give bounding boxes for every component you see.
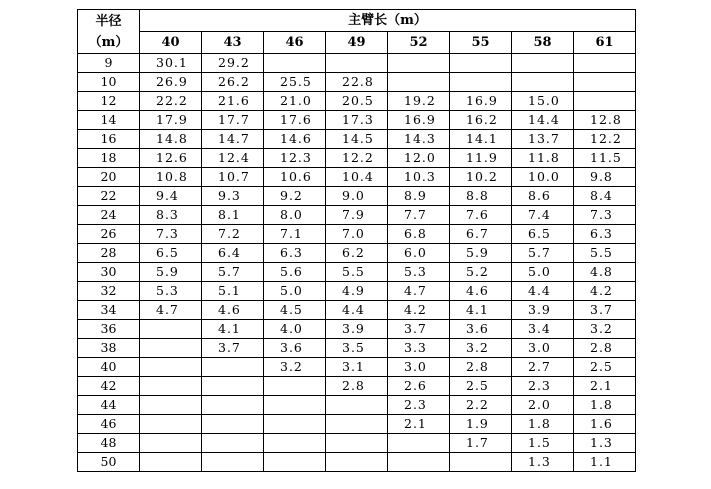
capacity-cell: 5.9 <box>450 244 512 263</box>
capacity-cell <box>140 415 202 434</box>
capacity-cell: 21.6 <box>202 92 264 111</box>
capacity-cell: 1.9 <box>450 415 512 434</box>
capacity-cell: 7.3 <box>140 225 202 244</box>
capacity-cell: 7.4 <box>512 206 574 225</box>
capacity-cell: 3.2 <box>450 339 512 358</box>
radius-cell: 22 <box>78 187 140 206</box>
capacity-cell: 10.8 <box>140 168 202 187</box>
capacity-cell: 6.3 <box>574 225 636 244</box>
capacity-cell <box>140 339 202 358</box>
capacity-cell: 17.7 <box>202 111 264 130</box>
radius-cell: 16 <box>78 130 140 149</box>
load-chart-table <box>77 9 636 472</box>
capacity-cell <box>202 434 264 453</box>
capacity-cell: 12.0 <box>388 149 450 168</box>
capacity-cell: 7.0 <box>326 225 388 244</box>
capacity-cell: 8.1 <box>202 206 264 225</box>
capacity-cell: 10.2 <box>450 168 512 187</box>
capacity-cell <box>512 54 574 73</box>
capacity-cell: 4.1 <box>202 320 264 339</box>
capacity-cell: 8.4 <box>574 187 636 206</box>
table-row <box>78 415 636 434</box>
capacity-cell: 3.7 <box>388 320 450 339</box>
capacity-cell: 12.2 <box>326 149 388 168</box>
capacity-cell: 6.2 <box>326 244 388 263</box>
capacity-cell <box>326 415 388 434</box>
boom-length-52: 52 <box>388 32 450 54</box>
capacity-cell: 1.7 <box>450 434 512 453</box>
table-row <box>78 92 636 111</box>
boom-length-61: 61 <box>574 32 636 54</box>
table-row <box>78 54 636 73</box>
capacity-cell: 4.7 <box>388 282 450 301</box>
capacity-cell: 17.6 <box>264 111 326 130</box>
radius-cell: 14 <box>78 111 140 130</box>
radius-cell: 9 <box>78 54 140 73</box>
capacity-cell <box>574 92 636 111</box>
capacity-cell: 9.3 <box>202 187 264 206</box>
capacity-cell: 16.9 <box>388 111 450 130</box>
boom-length-46: 46 <box>264 32 326 54</box>
radius-cell: 46 <box>78 415 140 434</box>
capacity-cell: 22.8 <box>326 73 388 92</box>
capacity-cell: 22.2 <box>140 92 202 111</box>
radius-cell: 32 <box>78 282 140 301</box>
capacity-cell <box>264 54 326 73</box>
radius-cell: 42 <box>78 377 140 396</box>
capacity-cell: 8.9 <box>388 187 450 206</box>
capacity-cell: 14.3 <box>388 130 450 149</box>
radius-cell: 40 <box>78 358 140 377</box>
capacity-cell: 7.9 <box>326 206 388 225</box>
capacity-cell <box>202 358 264 377</box>
boom-length-58: 58 <box>512 32 574 54</box>
capacity-cell <box>450 73 512 92</box>
table-row <box>78 168 636 187</box>
capacity-cell: 9.2 <box>264 187 326 206</box>
capacity-cell: 5.0 <box>512 263 574 282</box>
capacity-cell: 29.2 <box>202 54 264 73</box>
capacity-cell: 15.0 <box>512 92 574 111</box>
capacity-cell <box>202 377 264 396</box>
capacity-cell: 6.7 <box>450 225 512 244</box>
capacity-cell <box>140 358 202 377</box>
capacity-cell: 7.1 <box>264 225 326 244</box>
capacity-cell: 12.3 <box>264 149 326 168</box>
capacity-cell: 9.8 <box>574 168 636 187</box>
capacity-cell: 10.3 <box>388 168 450 187</box>
capacity-cell: 3.1 <box>326 358 388 377</box>
capacity-cell: 4.2 <box>574 282 636 301</box>
table-row <box>78 282 636 301</box>
capacity-cell: 12.8 <box>574 111 636 130</box>
radius-cell: 18 <box>78 149 140 168</box>
capacity-cell: 8.3 <box>140 206 202 225</box>
capacity-cell: 11.9 <box>450 149 512 168</box>
table-row <box>78 320 636 339</box>
capacity-cell: 4.5 <box>264 301 326 320</box>
capacity-cell: 6.4 <box>202 244 264 263</box>
capacity-cell: 4.8 <box>574 263 636 282</box>
capacity-cell: 14.8 <box>140 130 202 149</box>
radius-cell: 48 <box>78 434 140 453</box>
radius-cell: 10 <box>78 73 140 92</box>
capacity-cell: 7.3 <box>574 206 636 225</box>
capacity-cell: 6.5 <box>140 244 202 263</box>
capacity-cell: 13.7 <box>512 130 574 149</box>
capacity-cell: 4.6 <box>450 282 512 301</box>
capacity-cell: 6.5 <box>512 225 574 244</box>
capacity-cell: 4.2 <box>388 301 450 320</box>
capacity-cell: 14.7 <box>202 130 264 149</box>
table-row <box>78 358 636 377</box>
capacity-cell: 14.6 <box>264 130 326 149</box>
capacity-cell: 9.0 <box>326 187 388 206</box>
capacity-cell <box>140 434 202 453</box>
capacity-cell: 3.6 <box>264 339 326 358</box>
capacity-cell: 25.5 <box>264 73 326 92</box>
capacity-cell: 6.3 <box>264 244 326 263</box>
capacity-cell: 4.4 <box>326 301 388 320</box>
table-body <box>78 54 636 472</box>
table-row <box>78 434 636 453</box>
capacity-cell: 9.4 <box>140 187 202 206</box>
capacity-cell: 3.9 <box>512 301 574 320</box>
capacity-cell: 5.2 <box>450 263 512 282</box>
table-row <box>78 225 636 244</box>
capacity-cell: 14.4 <box>512 111 574 130</box>
capacity-cell: 3.2 <box>264 358 326 377</box>
capacity-cell <box>450 54 512 73</box>
capacity-cell: 10.0 <box>512 168 574 187</box>
table-row <box>78 187 636 206</box>
header-row-2 <box>78 32 636 54</box>
capacity-cell: 3.4 <box>512 320 574 339</box>
capacity-cell: 2.8 <box>574 339 636 358</box>
capacity-cell: 2.3 <box>388 396 450 415</box>
capacity-cell <box>326 434 388 453</box>
capacity-cell <box>264 396 326 415</box>
capacity-cell: 2.3 <box>512 377 574 396</box>
capacity-cell <box>326 54 388 73</box>
capacity-cell <box>450 453 512 472</box>
capacity-cell: 6.0 <box>388 244 450 263</box>
capacity-cell: 5.0 <box>264 282 326 301</box>
radius-header: 半径 <box>78 10 140 32</box>
capacity-cell: 5.3 <box>388 263 450 282</box>
capacity-cell: 8.6 <box>512 187 574 206</box>
table-row <box>78 377 636 396</box>
capacity-cell: 4.1 <box>450 301 512 320</box>
radius-cell: 26 <box>78 225 140 244</box>
radius-cell: 36 <box>78 320 140 339</box>
radius-cell: 34 <box>78 301 140 320</box>
capacity-cell: 5.3 <box>140 282 202 301</box>
capacity-cell: 5.6 <box>264 263 326 282</box>
capacity-cell: 3.7 <box>202 339 264 358</box>
capacity-cell <box>388 73 450 92</box>
capacity-cell: 8.0 <box>264 206 326 225</box>
capacity-cell <box>574 54 636 73</box>
capacity-cell: 4.6 <box>202 301 264 320</box>
capacity-cell: 4.7 <box>140 301 202 320</box>
capacity-cell <box>388 453 450 472</box>
table-row <box>78 244 636 263</box>
capacity-cell: 3.0 <box>388 358 450 377</box>
table-row <box>78 339 636 358</box>
capacity-cell: 3.3 <box>388 339 450 358</box>
capacity-cell <box>202 396 264 415</box>
capacity-cell: 3.7 <box>574 301 636 320</box>
capacity-cell: 5.5 <box>574 244 636 263</box>
table-row <box>78 396 636 415</box>
boom-length-40: 40 <box>140 32 202 54</box>
radius-cell: 50 <box>78 453 140 472</box>
table-row <box>78 149 636 168</box>
radius-cell: 24 <box>78 206 140 225</box>
capacity-cell: 2.6 <box>388 377 450 396</box>
capacity-cell <box>388 434 450 453</box>
boom-length-43: 43 <box>202 32 264 54</box>
capacity-cell <box>140 377 202 396</box>
capacity-cell: 2.1 <box>388 415 450 434</box>
capacity-cell <box>574 73 636 92</box>
capacity-cell: 1.6 <box>574 415 636 434</box>
table-row <box>78 301 636 320</box>
capacity-cell: 6.8 <box>388 225 450 244</box>
capacity-cell: 14.5 <box>326 130 388 149</box>
capacity-cell: 30.1 <box>140 54 202 73</box>
radius-cell: 12 <box>78 92 140 111</box>
table-row <box>78 263 636 282</box>
capacity-cell: 19.2 <box>388 92 450 111</box>
capacity-cell: 5.5 <box>326 263 388 282</box>
capacity-cell <box>326 453 388 472</box>
capacity-cell: 3.9 <box>326 320 388 339</box>
boom-length-header: 主臂长（m） <box>140 10 636 32</box>
capacity-cell: 12.2 <box>574 130 636 149</box>
capacity-cell: 2.5 <box>450 377 512 396</box>
table-row <box>78 130 636 149</box>
capacity-cell: 3.2 <box>574 320 636 339</box>
capacity-cell: 1.5 <box>512 434 574 453</box>
capacity-cell: 5.1 <box>202 282 264 301</box>
radius-cell: 20 <box>78 168 140 187</box>
capacity-cell: 1.8 <box>512 415 574 434</box>
capacity-cell: 12.6 <box>140 149 202 168</box>
capacity-cell: 3.5 <box>326 339 388 358</box>
header-row-1 <box>78 10 636 32</box>
capacity-cell <box>326 396 388 415</box>
boom-length-49: 49 <box>326 32 388 54</box>
capacity-cell: 12.4 <box>202 149 264 168</box>
capacity-cell: 11.5 <box>574 149 636 168</box>
capacity-cell: 26.2 <box>202 73 264 92</box>
radius-unit: （m） <box>78 32 140 54</box>
capacity-cell: 3.0 <box>512 339 574 358</box>
capacity-cell: 4.0 <box>264 320 326 339</box>
capacity-cell: 17.9 <box>140 111 202 130</box>
capacity-cell: 2.5 <box>574 358 636 377</box>
radius-cell: 38 <box>78 339 140 358</box>
capacity-cell: 16.9 <box>450 92 512 111</box>
capacity-cell: 4.4 <box>512 282 574 301</box>
radius-cell: 28 <box>78 244 140 263</box>
capacity-cell <box>140 396 202 415</box>
capacity-cell: 26.9 <box>140 73 202 92</box>
capacity-cell: 1.3 <box>512 453 574 472</box>
capacity-cell <box>140 453 202 472</box>
capacity-cell: 1.1 <box>574 453 636 472</box>
capacity-cell <box>140 320 202 339</box>
capacity-cell: 7.6 <box>450 206 512 225</box>
capacity-cell <box>264 434 326 453</box>
radius-cell: 44 <box>78 396 140 415</box>
capacity-cell: 5.9 <box>140 263 202 282</box>
capacity-cell: 16.2 <box>450 111 512 130</box>
capacity-cell <box>512 73 574 92</box>
capacity-cell <box>202 453 264 472</box>
capacity-cell <box>264 377 326 396</box>
capacity-cell: 2.7 <box>512 358 574 377</box>
capacity-cell: 7.2 <box>202 225 264 244</box>
capacity-cell: 4.9 <box>326 282 388 301</box>
table-row <box>78 73 636 92</box>
capacity-cell: 2.8 <box>450 358 512 377</box>
capacity-cell: 5.7 <box>202 263 264 282</box>
capacity-cell: 5.7 <box>512 244 574 263</box>
capacity-cell: 11.8 <box>512 149 574 168</box>
capacity-cell: 8.8 <box>450 187 512 206</box>
capacity-cell <box>388 54 450 73</box>
capacity-cell <box>202 415 264 434</box>
capacity-cell: 17.3 <box>326 111 388 130</box>
capacity-cell: 7.7 <box>388 206 450 225</box>
capacity-cell: 1.3 <box>574 434 636 453</box>
capacity-cell: 10.6 <box>264 168 326 187</box>
table-row <box>78 111 636 130</box>
capacity-cell <box>264 415 326 434</box>
capacity-cell: 10.4 <box>326 168 388 187</box>
capacity-cell: 14.1 <box>450 130 512 149</box>
radius-cell: 30 <box>78 263 140 282</box>
capacity-cell <box>264 453 326 472</box>
capacity-cell: 2.2 <box>450 396 512 415</box>
capacity-cell: 21.0 <box>264 92 326 111</box>
boom-length-55: 55 <box>450 32 512 54</box>
capacity-cell: 20.5 <box>326 92 388 111</box>
capacity-cell: 2.1 <box>574 377 636 396</box>
capacity-cell: 1.8 <box>574 396 636 415</box>
capacity-cell: 3.6 <box>450 320 512 339</box>
capacity-cell: 2.8 <box>326 377 388 396</box>
table-row <box>78 453 636 472</box>
capacity-cell: 2.0 <box>512 396 574 415</box>
capacity-cell: 10.7 <box>202 168 264 187</box>
table-row <box>78 206 636 225</box>
